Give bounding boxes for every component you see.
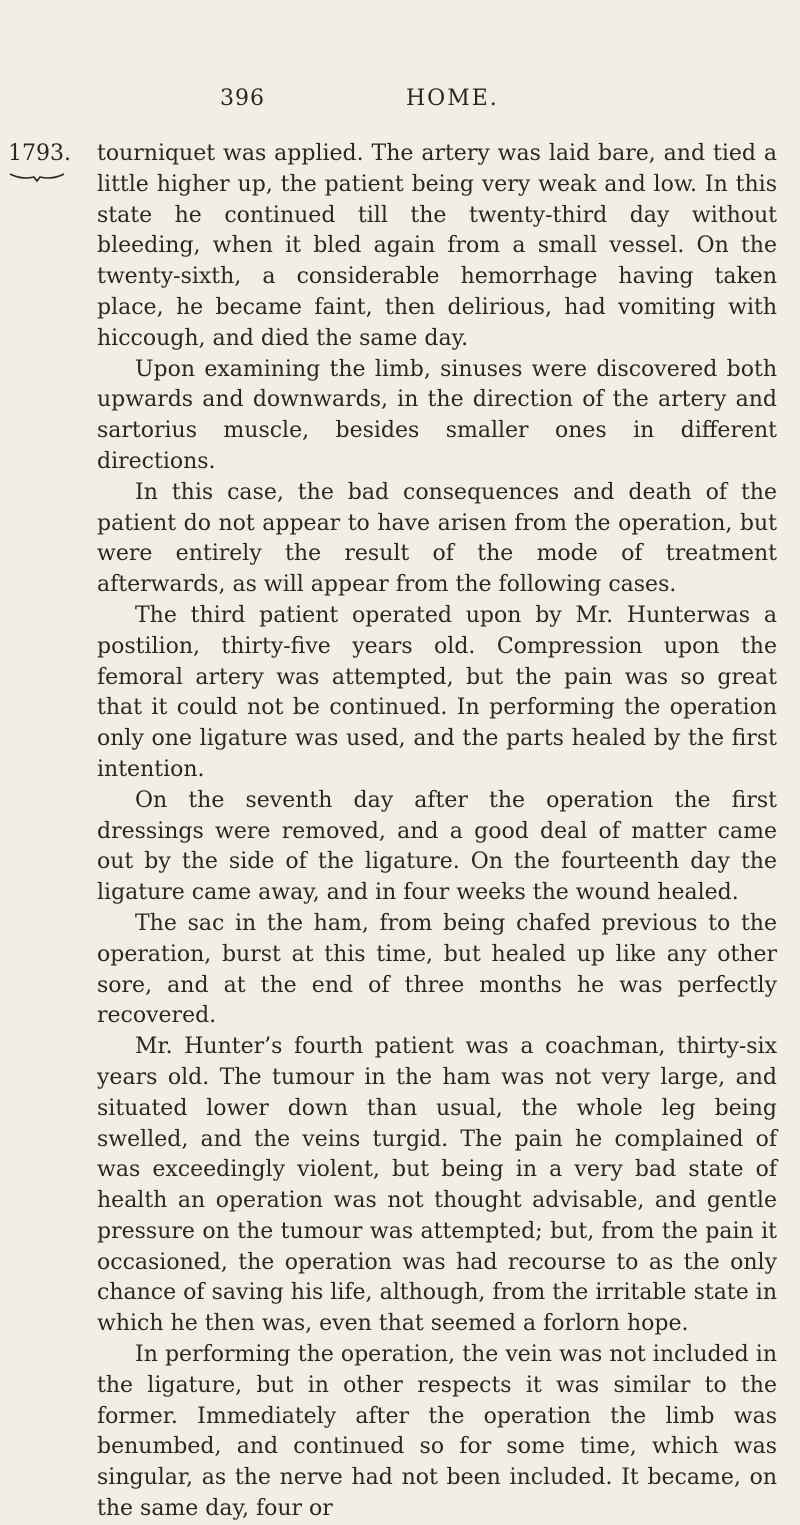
running-title: HOME. [406,86,499,111]
paragraph: The third patient operated upon by Mr. Hunterwas a postilion, thirty-five years old. Compression upon the femoral artery was attempted, but the pain was so great that it could not be continued. In performing the operation only one ligature was used, and the parts healed by the first intention. [97,602,777,782]
margin-note [8,139,88,183]
paragraph: The sac in the ham, from being chafed previous to the operation, burst at this time, but healed up like any other sore, and at the end of three months he was perfectly recovered. [97,910,777,1029]
margin-brace-mark [8,171,66,183]
paragraph: In performing the operation, the vein was not included in the ligature, but in other respects it was similar to the former. Immediately after the operation the limb was benumbed, and continued so for some time, which was singular, as the nerve had not been included. It became, on the same day, four or [97,1342,777,1522]
margin-year: 1793. [8,141,71,166]
page-number: 396 [220,86,265,111]
paragraph: Upon examining the limb, sinuses were discovered both upwards and downwards, in the direction of the artery and sartorius muscle, besides smaller ones in different directions. [97,356,777,474]
running-head [0,86,800,116]
body-text [97,139,777,1525]
paragraph: In this case, the bad consequences and death of the patient do not appear to have arisen from the operation, but were entirely the result of the mode of treatment afterwards, as will appear from the following cases. [97,479,777,598]
paragraph: Mr. Hunter’s fourth patient was a coachman, thirty-six years old. The tumour in the ham was not very large, and situated lower down than usual, the whole leg being swelled, and the veins turgid. The pain he complained of was exceedingly violent, but being in a very bad state of health an operation was not thought advisable, and gentle pressure on the tumour was attempted; but, from the pain it occasioned, the operation was had recourse to as the only chance of saving his life, although, from the irritable state in which he then was, even that seemed a forlorn hope. [97,1034,777,1337]
paragraph: On the seventh day after the operation the first dressings were removed, and a good deal of matter came out by the side of the ligature. On the fourteenth day the ligature came away, and in four weeks the wound healed. [97,787,777,906]
paragraph: tourniquet was applied. The artery was laid bare, and tied a little higher up, the patient being very weak and low. In this state he continued till the twenty-third day without bleeding, when it bled again from a small vessel. On the twenty-sixth, a considerable hemorrhage having taken place, he became faint, then delirious, had vomiting with hiccough, and died the same day. [97,141,777,351]
